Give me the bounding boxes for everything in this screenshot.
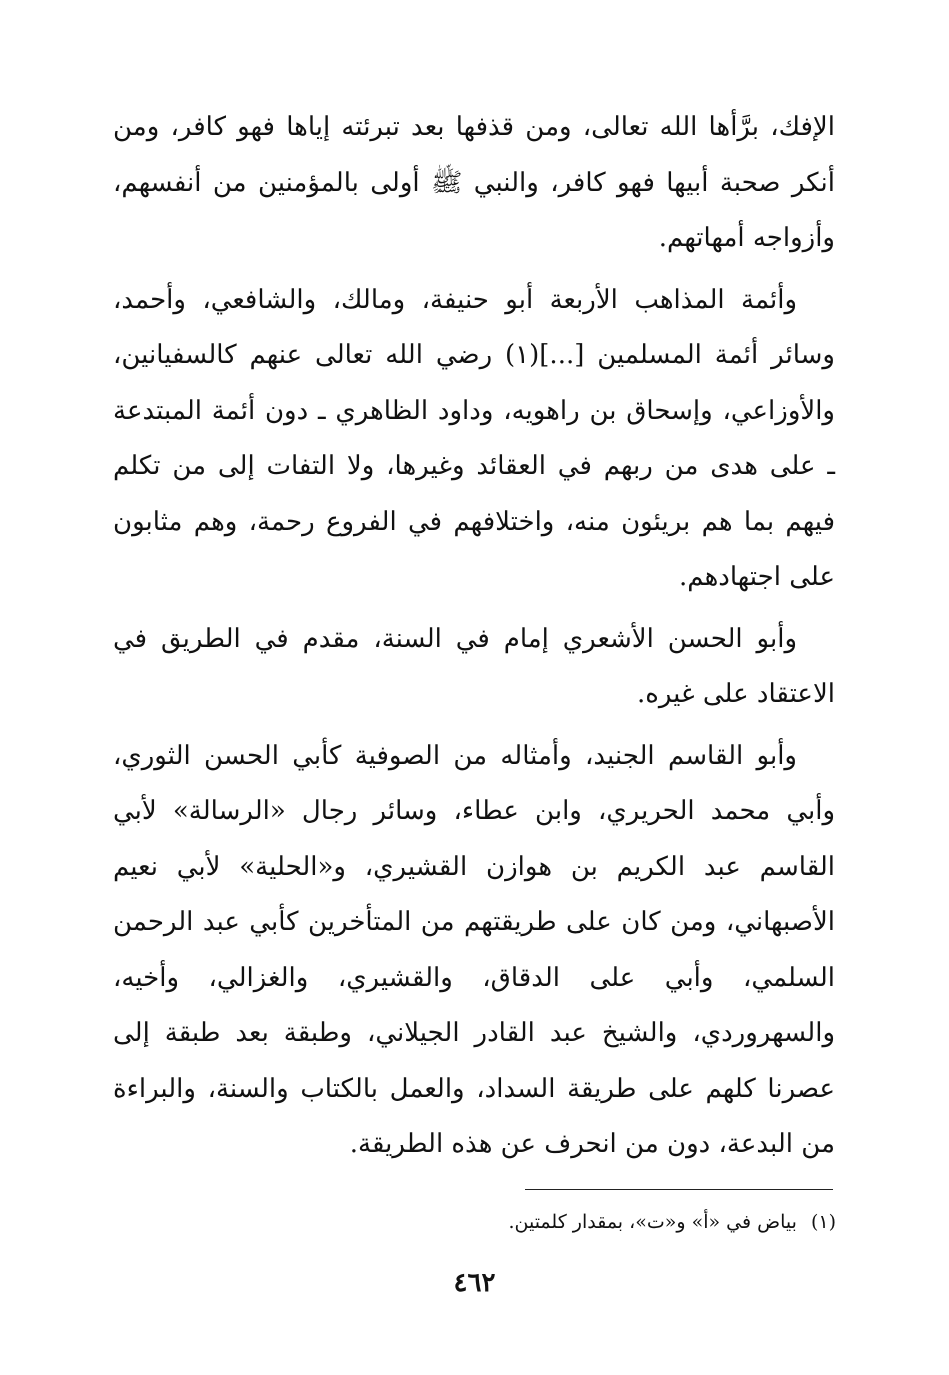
paragraph-3: وأبو الحسن الأشعري إمام في السنة، مقدم في الطريق في الاعتقاد على غيره. — [113, 623, 835, 709]
paragraph-1: الإفك، برَّأها الله تعالى، ومن قذفها بعد تبرئته إياها فهو كافر، ومن أنكر صحبة أبيها فهو كافر، والنبي ﷺ أولى بالمؤمنين من أنفسهم، وأزواجه أمهاتهم. — [113, 112, 835, 253]
footnote-number: (١) — [810, 1211, 836, 1233]
footnote-text: بياض في «أ» و«ت»، بمقدار كلمتين. — [508, 1211, 797, 1233]
page-number: ٤٦٢ — [453, 1268, 496, 1298]
footnote-divider — [525, 1189, 833, 1190]
footnote — [114, 1206, 836, 1238]
page-body — [113, 100, 835, 1179]
paragraph-2: وأئمة المذاهب الأربعة أبو حنيفة، ومالك، والشافعي، وأحمد، وسائر أئمة المسلمين [...](١) رضي الله تعالى عنهم كالسفيانين، والأوزاعي، وإسحاق بن راهويه، وداود الظاهري ـ دون أئمة المبتدعة ـ على هدى من ربهم في العقائد وغيرها، ولا التفات إلى من تكلم فيهم بما هم بريئون منه، واختلافهم في الفروع رحمة، وهم مثابون على اجتهادهم. — [113, 284, 835, 592]
paragraph-4: وأبو القاسم الجنيد، وأمثاله من الصوفية كأبي الحسن الثوري، وأبي محمد الحريري، وابن عطاء، وسائر رجال «الرسالة» لأبي القاسم عبد الكريم بن هوازن القشيري، و«الحلية» لأبي نعيم الأصبهاني، ومن كان على طريقتهم من المتأخرين كأبي عبد الرحمن السلمي، وأبي على الدقاق، والقشيري، والغزالي، وأخيه، والسهروردي، والشيخ عبد القادر الجيلاني، وطبقة بعد طبقة إلى عصرنا كلهم على طريقة السداد، والعمل بالكتاب والسنة، والبراءة من البدعة، دون من انحرف عن هذه الطريقة. — [113, 740, 835, 1159]
